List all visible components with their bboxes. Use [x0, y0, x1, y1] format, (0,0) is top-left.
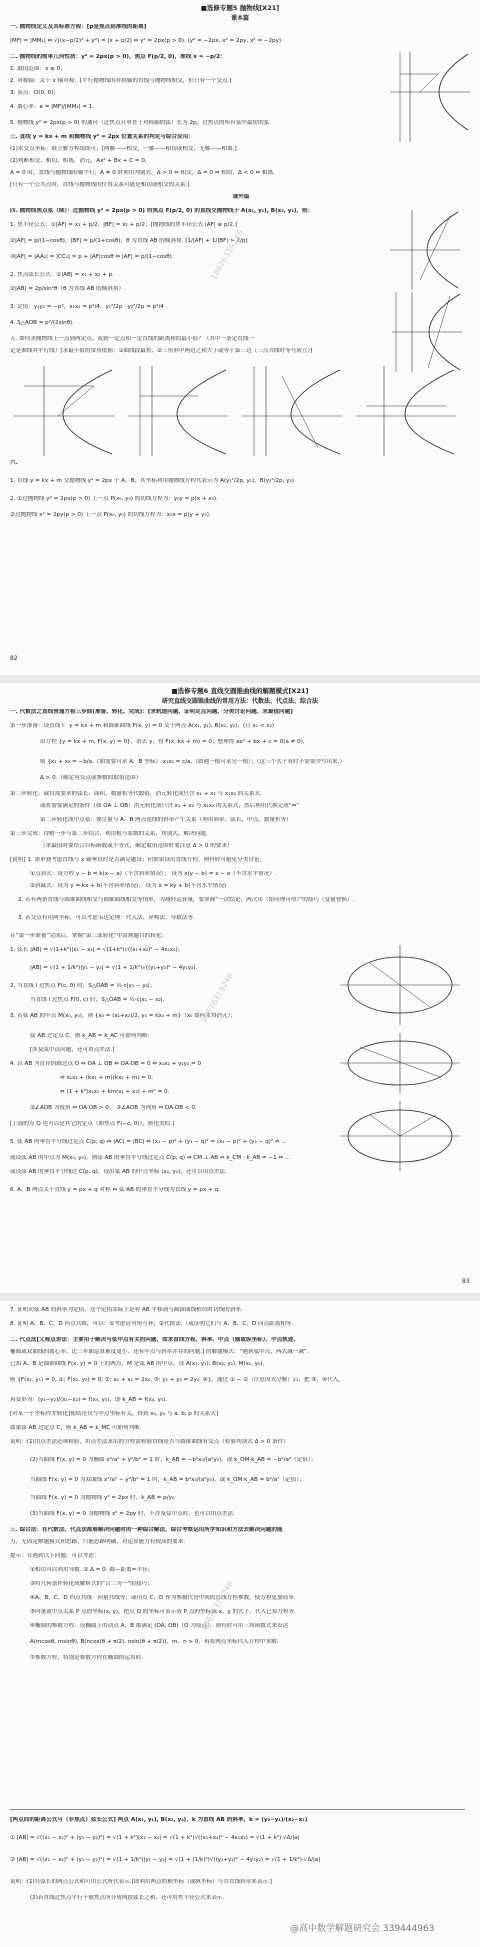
- p2-line-11: ①点斜式：设方程 y − b = k(x − a)（不含斜率情况）； 设为 x(y − b) = x − a（不含水平情况）.: [30, 871, 277, 877]
- p3-line-2: 二. 代点法[又称点差法：主要用于解决与弦中点有关的问题，如求直线方程、斜率、中点（轴或纵坐标）、中点轨迹、: [10, 1337, 300, 1343]
- p1-line-21: 五. 如何求抛物线上一点到两定点、或到一定点和一定直线的距离和的最小值？（其中一条定直线一: [10, 336, 255, 342]
- p2-line-28: 5. 弦 AB 的垂直平分线过定点 C(p, q) ⇔ |AC| = |BC| ⇔ (x₁ − p)² + (y₁ − q)² = (x₂ − p)² + (y₂ − q)² ⇔ ...: [10, 1139, 287, 1145]
- page-2-number: 83: [462, 1278, 470, 1285]
- p3-line-7: [对某一个坐标作差转化]使结论仅与中点坐标有关，得到 x₀, y₀ 与 a, b, p 的关系式]: [10, 1411, 219, 1417]
- p3-line-24: [两点间的距离公式与（非焦点）弦长公式] 两点 A(x₁, y₁), B(x₂, y₂)，k 为直线 AB 的斜率，k = (y₂−y₁)/(x₂−x₁): [10, 1817, 308, 1823]
- p3-line-9: 说明：(1)用点差法必须检验，用点差法求出的方程需检验直线是否与圆锥曲线有交点（检验判别式 Δ > 0 条件）: [10, 1439, 289, 1445]
- p3-line-11: 当曲线 F(x, y) = 0 为双曲线 x²/a² − y²/b² = 1 时，k_AB = b²x₀/(a²y₀)，或 k_OM·k_AB = b²/a²（定值）；: [30, 1477, 305, 1483]
- p3-line-16: 提示：在遇到以下问题，可以考虑：: [10, 1553, 100, 1559]
- p2-line-2: 由方程 {y = kx + m, F(x, y) = 0}，消去 y，得 F(x, kx + m) = 0；整理得 ax² + bx + c = 0(a ≠ 0)，: [40, 739, 309, 745]
- p1-line-17: 2. 焦点弦长公式：①|AB| = x₁ + x₂ + p.: [10, 272, 114, 278]
- p3-line-27: 说明：(1)在弦长的两点公式和可用公式所代表示.[即利用两点的横坐标（或纵坐标）与其直线斜率来表示.]: [10, 1879, 272, 1885]
- p2-line-4: Δ > 0.（确定有交点或参数的取值范围）: [40, 775, 142, 781]
- p2-line-7: 第二步转化成中点弦：要尽量与 A、B 两点连线的斜率产生关系（利用斜率、弦长、中点、数量积等）: [40, 817, 292, 823]
- p2-line-26: ②∠AOB 为锐角 ⇔ OA·OB > 0； ③∠AOB 为钝角 ⇔ OA·OB < 0.: [30, 1105, 197, 1111]
- p1-line-18: ②|AB| = 2p/sin²θ（θ 为直线 AB 的倾斜角）.: [10, 286, 126, 292]
- min-distance-figure-2: [128, 366, 228, 456]
- page-2-watermark: 18676319246: [199, 971, 236, 1025]
- p2-line-14: 3. 若交点有用两坐标，可以考虑韦达定理：代入法、异构法、导数法等.: [18, 915, 195, 921]
- p1-line-26: ②过抛物线 x² = 2py(p > 0) 上一点 P(x₀, y₀) 的切线方程为：x₀x = p(y + y₀).: [10, 512, 211, 518]
- min-distance-figure-1: [14, 366, 114, 456]
- p3-line-25: ① |AB| = √((x₁ − x₂)² + (y₁ − y₂)²) = √(1 + k²)|x₁ − x₂| = √(1 + k²)√((x₁+x₂)² − 4x₁x₂) = √(1 + k²)·√Δ/|a|: [10, 1835, 300, 1841]
- p2-line-15: 在“第一步准备”完成后，掌握“第二部转化”中常规题目的转化：: [10, 933, 168, 939]
- page-2-subtitle: 研究直线交圆锥曲线的常用方法：代数法、代点法、综合法: [161, 697, 318, 705]
- p1-line-13: 四. 抛物线焦点弦（续）：过抛物线 y² = 2px(p > 0) 的焦点 F(p/2, 0) 的直线交抛物线于 A(x₁, y₁), B(x₂, y₂)，则：: [10, 208, 314, 214]
- p1-line-7: 5. 抛物线 y² = 2px(p > 0) 的通径（过焦点且垂直于对称轴的弦）长为 2p，过焦点的所有弦中最短的弦.: [10, 120, 272, 126]
- p1-line-20: 4. S△AOB = p²/(2sinθ).: [10, 320, 74, 326]
- p2-line-10: [说明] 1. 需单独考虑直线与 x 轴垂直时是否满足题设；但如果设出直线方程，则有时可避免分类讨论；: [10, 857, 266, 863]
- p2-line-21: 弦 AB 过定点 C，则 k_AB = k_AC 可如何判断.: [30, 1033, 150, 1039]
- p2-line-1: 第一步准备：设直线 l：y = kx + m 和圆锥曲线 F(x, y) = 0 交于两点 A(x₁, y₁), B(x₂, y₂)，(且 x₁ < x₂): [10, 723, 275, 729]
- p2-line-8: 第三步完成：得解一步与第二步结合，利用根与系数的关系、判别式，解决问题.: [10, 831, 208, 837]
- p3-line-0: 7. 证明动弦 AB 的斜率为定值，这个定值实际上是将 AB 平移到与圆锥曲线相切时切线的斜率.: [10, 1307, 243, 1313]
- focal-chord-figure-2: [392, 292, 462, 372]
- p2-line-25: ⇔ (1 + k²)x₁x₂ + km(x₁ + x₂) + m² = 0.: [60, 1089, 170, 1095]
- p3-line-21: ⑥椭圆的参数方程：设椭圆上的动点 A，B 都满足 (OA, OB)（O 为原点），则有时可用三角函数式来表达: [30, 1623, 289, 1629]
- p1-line-15: ②|AF| = p/(1−cosθ)，|BF| = p/(1+cosθ)，θ 为直线 AB 的倾斜角. [1/|AF| + 1/|BF| = 2/p]: [10, 238, 248, 244]
- p1-line-24: 1. 直线 y = kx + m 交抛物线 y² = 2px 于 A、B，其坐标利用抛物线方程代表示为 A(y₁²/2p, y₁)，B(y₂²/2p, y₂).: [10, 478, 296, 484]
- p1-line-0: 一. 抛物线定义及其标准方程：[p是焦点到准线的距离]: [10, 24, 147, 30]
- p2-line-22: [涉及弦中点问题，还可用点差法.]: [30, 1047, 115, 1053]
- p2-line-31: 6. A、B 两点关于直线 y = px + q 对称 ⇔ 弦 AB 的垂直平分线为直线 y = px + q.: [10, 1187, 220, 1193]
- page-3-footer-watermark: @高中数学解题研究会 339444963: [290, 1924, 435, 1934]
- parabola-property-figure: [390, 52, 470, 142]
- p3-line-12: 当曲线 F(x, y) = 0 为抛物线 y² = 2px 时，k_AB = p/y₀.: [30, 1495, 176, 1501]
- p2-line-20: 3. 若弦 AB 的中点 M(x₀, y₀)，则 {x₀ = (x₁+x₂)/2, y₀ = kx₀ + m}（x₀ 如何求得消元）；: [10, 1013, 237, 1019]
- p3-line-13: (3)当曲线 F(x, y) = 0 为抛物线 x² = 2py 时，不涉及弦中点时，也可以用点差法.: [30, 1511, 235, 1517]
- p2-line-5: 第二步转化：或将需要求的弦长、面积、数量积等代数值，消元转化成只含 x₁ + x₂ 与 x₁x₂ 的关系式.: [10, 791, 262, 797]
- p1-line-12: [只有一个公共点时，直线与抛物线的位置关系可能是相切或相交的关系.]: [10, 182, 190, 188]
- min-distance-figure-3: [242, 366, 342, 456]
- p3-line-14: 三. 综合法：在代数法、代点法都难解决问题时的一种综合解法，综合考察运用所学知识和方法去解决问题的能: [10, 1527, 283, 1533]
- p1-line-4: 2. 对称轴：关于 x 轴对称；[平行抛物线的对称轴的直线与抛物线相交，但只有一个交点.]: [10, 78, 232, 84]
- p1-line-2: 二. 抛物线的简单几何性质：y² = 2px(p > 0)，焦点 F(p/2, 0)，准线 x = −p/2：: [10, 54, 226, 60]
- p3-line-18: ③将几何条件转化成解析式的“合二为一”的技巧；: [30, 1581, 153, 1587]
- p2-line-9: （求最值时要结合目标函数或不等式，确定取值范围时要注意 Δ > 0 的要求）: [40, 843, 233, 849]
- page-3-watermark: 18676319246: [199, 1579, 236, 1633]
- p3-line-5: 则 {F(x₁, y₁) = 0, ①; F(x₂, y₂) = 0, ②; x₁ + x₂ = 2x₀, ③; y₁ + y₂ = 2y₀, ④}，通过 ① − ②（注意因式分解）后，把 ③、④代入，: [10, 1377, 344, 1383]
- p1-line-3: 1. 取值范围：x ≥ 0；: [10, 66, 66, 72]
- distance-formula-divider: [10, 1809, 465, 1810]
- p1-line-9: (1)求交点坐标：联立解方程组即可；[两解——相交，一解——相切或相交，无解——相离.]: [10, 146, 237, 152]
- p1-line-14: 1. 焦半径公式：①|AF| = x₁ + p/2，|BF| = x₂ + p/2；[抛物线的焦半径公式 |AF| ≥ p/2.]: [10, 222, 237, 228]
- p1-line-11: A = 0 时，直线与抛物线的轴平行；A ≠ 0 时利用判别式，Δ > 0 ⇔ 相交，Δ = 0 ⇔ 相切，Δ < 0 ⇔ 相离.: [10, 170, 275, 176]
- p2-line-17: |AB| = √(1 + 1/k²)|y₁ − y₂| = √(1 + 1/k²)√((y₁+y₂)² − 4y₁y₂).: [30, 965, 198, 971]
- p3-line-22: A(mcosθ, msinθ), B(ncos(θ + π/2), nsin(θ + π/2))，m、n > 0，再将两点坐标代入方程中求解.: [30, 1639, 279, 1645]
- p1-section: 课外篇: [232, 194, 250, 200]
- p3-line-4: 已知 A、B 是圆锥曲线 F(x, y) = 0 上的两点，M 是弦 AB 的中点，设 A(x₁, y₁), B(x₂, y₂), M(x₀, y₀)，: [10, 1361, 269, 1367]
- p1-line-23: 六.: [10, 460, 18, 466]
- p1-line-6: 4. 离心率：e = |MF|/|MM₁| = 1.: [10, 104, 95, 110]
- page-2-title: ■选修专题6 直线交圆锥曲线的解题模式[X21]: [171, 687, 309, 695]
- focal-chord-figure-1: [390, 210, 460, 290]
- p1-line-5: 3. 顶点：O(0, 0)；: [10, 90, 59, 96]
- p3-line-3: 椭圆或双曲线的离心率、比三步曲运算难度更小，还有中点与斜率并存的问题.] 的解题模式：“遇到弦中点，两式减一减”.: [10, 1349, 309, 1355]
- page-1-title: ■选修专题5 抛物线[X21]: [200, 4, 280, 12]
- page-2: [0, 683, 480, 1293]
- p2-line-16: 1. 弦长 |AB| = √(1+k²)|x₁ − x₂| = √(1+k²)√((x₁+x₂)² − 4x₁x₂)；: [10, 947, 184, 953]
- p3-line-15: 力，无固定解题模式和思路，只能思路明确，对运算能力有较高的要求.: [10, 1539, 186, 1545]
- p2-line-29: 或设弦 AB 的中点为 M(x₀, y₀)，则弦 AB 的垂直平分线过定点 C(p, q) ⇔ CM ⊥ AB ⇔ k_CM · k_AB = −1 ⇔ ...: [10, 1155, 291, 1161]
- p2-line-19: 当直线 l 过焦点 F(0, c) 时，S△OAB = ½·c|x₁ − x₂|.: [30, 997, 165, 1003]
- ellipse-chord-figure-3: [340, 1101, 460, 1171]
- p2-line-24: ⇔ x₁x₂ + (kx₁ + m)(kx₂ + m) = 0.: [60, 1075, 154, 1081]
- p3-line-19: ④A、B、C、D 四点共线：向量共线等；或用点 C、D 作为参数代替中间的直线方程参数，使方程更加简单.: [30, 1595, 296, 1601]
- p3-line-1: 8. 证明 A、B、C、D 四点共圆，可以：①考虑证对角互补；②代换法.（或证明它们与 A、B、C、D 四点距离相等.: [10, 1321, 294, 1327]
- p2-line-23: 4. 以 AB 为直径的圆过点 O ⇔ OA ⊥ OB ⇔ OA·OB = 0 ⇔ x₁x₂ + y₁y₂ = 0: [10, 1061, 202, 1067]
- p1-line-22: 定是准线其平行线）[求最小值的常用依据：①曲线段最短；②三角形中两边之和大于或等于第三边（三点共线时等号成立）]: [10, 348, 313, 354]
- p3-line-28: (2)若直线过焦点平行于被焦点所分成两段弦长之和，还可用焦半径公式来表示.: [30, 1895, 225, 1901]
- page-3: [0, 1301, 480, 1947]
- ellipse-chord-figure-2: [340, 1033, 460, 1093]
- p2-line-12: ②斜截式：设为 y = kx + b(不含斜率情况)； 设为 x = ky + b(不含水平情况): [30, 883, 227, 889]
- p3-line-26: ② |AB| = √((x₁ − x₂)² + (y₁ − y₂)²) = √(1 + 1/k²)|y₁ − y₂| = √(1 + (1/k)²)√((y₁+y₂)² − 4y₁y₂) = √(1 + 1/k²)·√Δ/|a|: [10, 1857, 321, 1863]
- page-1-number: 82: [10, 655, 18, 662]
- page-1: [0, 0, 480, 675]
- p1-line-1: |MF| = |MM₁| ⇔ √((x−p/2)² + y²) = |x + p/2| ⇔ y² = 2px(p > 0). (y² = −2px, x² = 2py, x² = −2py): [10, 38, 282, 44]
- p1-line-8: 三. 直线 y = kx + m 和抛物线 y² = 2px 位置关系的判定与综合应用：: [10, 134, 194, 140]
- p3-line-6: 再变形为：(y₁−y₂)/(x₁−x₂) = f(x₀, y₀)，即 k_AB = f(x₀, y₀).: [10, 1397, 168, 1403]
- p2-line-18: 2. 当直线 l 过焦点 F(c, 0) 时，S△OAB = ½·c|y₁ − y₂|；: [10, 983, 156, 989]
- p2-line-3: 则 {x₁ + x₂ = −b/a,（如需要可求 A、B 坐标） x₁x₂ = c/a,（如遇一根可求另一根）；（这三个式子有时不需要全写出来.）: [40, 759, 346, 765]
- min-distance-figure-4: [356, 366, 456, 456]
- p2-line-6: 或将需要满足的条件（如 OA ⊥ OB）消元转化成只含 x₁ + x₂ 与 x₁x₂ 的关系式，然后利用代换完成“⇔”: [40, 803, 300, 809]
- p2-line-13: 2. 若有两条直线与圆锥曲线相交与圆锥曲线相交等情形，为减轻运算量，要掌握“一次结论，两次用（即同理可得）”的技巧（变量替换）.: [18, 897, 355, 903]
- page-1-watermark: 18676319246: [209, 228, 246, 282]
- p3-line-17: ①相切可以利用导数. ② Δ = 0. 圆—距离=半径；: [30, 1567, 154, 1573]
- p1-line-16: ③|AF| = |AA₁| = |CC₁| = p + |AF|cosθ ⇔ |AF| = p/(1−cosθ): [10, 254, 172, 260]
- p2-line-30: 或设弦 AB 的垂直平分线过 C(p, q)，设出弦 AB 的中点坐标 (x₀, y₀)，还可以用点差法.: [10, 1169, 227, 1175]
- p1-line-19: 3. 定值：y₁y₂ = −p²，x₁x₂ = p²/4，y₁²/2p · y₂²/2p = p²/4 .: [10, 304, 168, 310]
- p1-line-25: 2. ①过抛物线 y² = 2px(p > 0) 上一点 P(x₀, y₀) 的切线方程为：y₀y = p(x + x₀).: [10, 496, 218, 502]
- p3-line-20: ⑤向量或中点关系 P 点的坐标(x, y)，把点 Q 的坐标可表示成 P 点的坐标或 x、y 的式子，代入已知方程等.: [30, 1609, 296, 1615]
- ellipse-chord-figure-1: [340, 945, 460, 1025]
- p3-line-10: (2)当曲线 F(x, y) = 0 为椭圆 x²/a² + y²/b² = 1 时，k_AB = −b²x₀/(a²y₀)，或 k_OM·k_AB = −b²/a²（定值）；: [30, 1457, 317, 1463]
- p3-line-23: ⑦参数方程，特别是参数方程在椭圆的运用时.: [30, 1655, 144, 1661]
- p1-line-10: (2)判断相交、相切、相离，消元，Ax² + Bx + C = 0，: [10, 158, 151, 164]
- page-1-subtitle: 课本篇: [230, 14, 249, 22]
- p2-line-27: [上面的点 O 也可以是其它的定点（如焦点 F(−c, 0)），转化类似.]: [10, 1121, 175, 1127]
- p2-line-0: 一. 代数法之直线普通方程三步曲(准备、转化、完成)：[求轨迹问题、证明定点问题、分类讨论问题、求最值问题]: [10, 709, 293, 715]
- p3-line-8: 如果弦 AB 过定点 C，则 k_AB = k_MC 可如何判断.: [10, 1425, 142, 1431]
